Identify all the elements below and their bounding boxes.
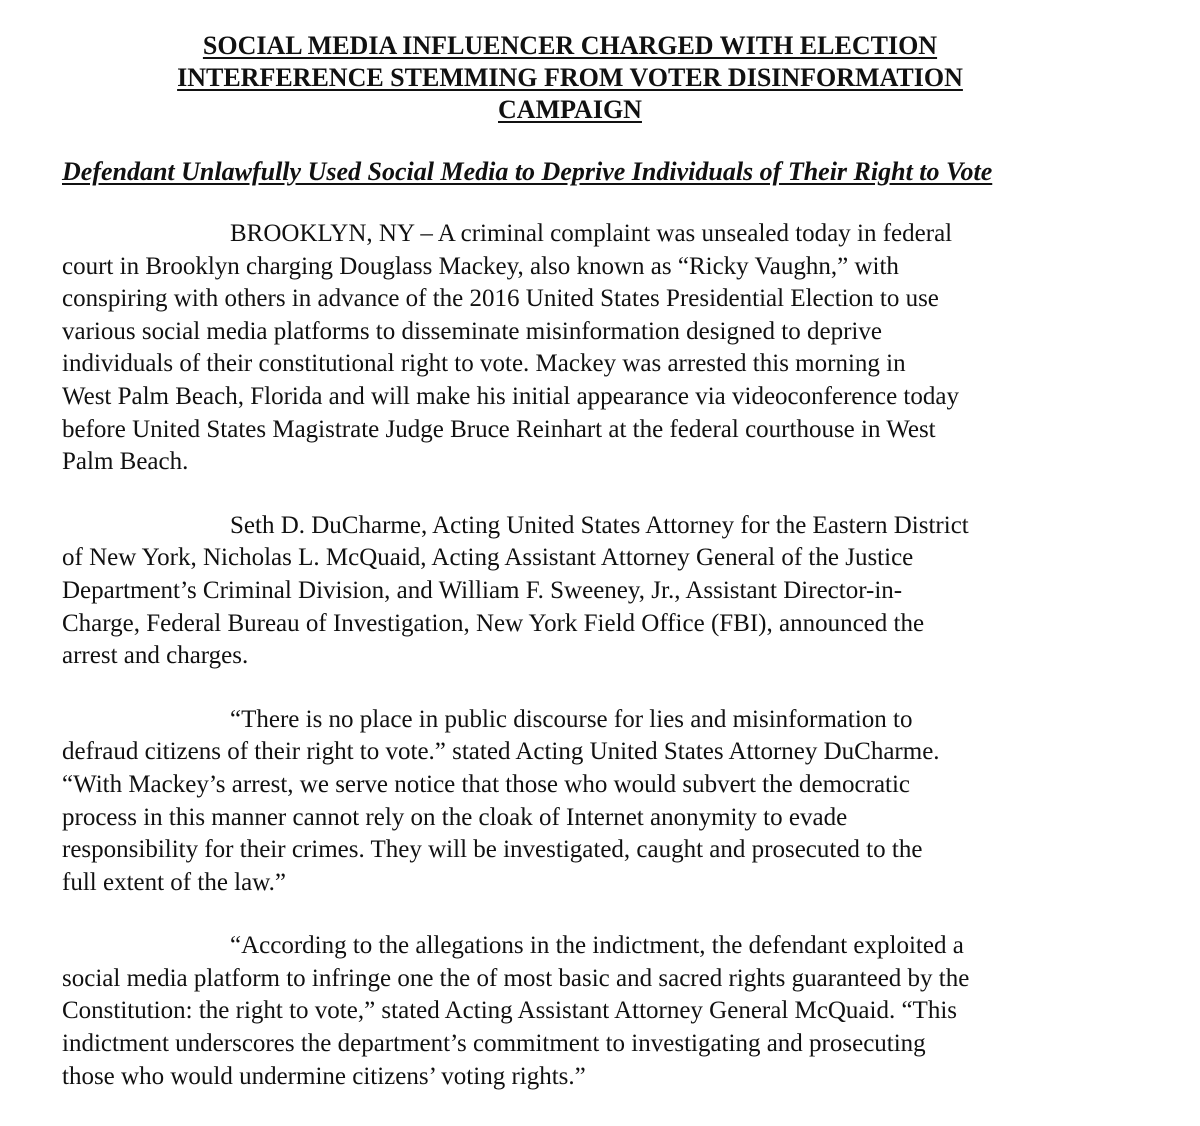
paragraph-line: conspiring with others in advance of the 2016 United States Presidential Election to use (62, 285, 939, 313)
headline-line-1: SOCIAL MEDIA INFLUENCER CHARGED WITH ELECTION (202, 31, 938, 60)
press-release-page (62, 30, 1078, 1093)
headline (62, 30, 1078, 126)
headline-line-3: CAMPAIGN (498, 95, 642, 124)
paragraph-line: BROOKLYN, NY – A criminal complaint was unsealed today in federal (230, 220, 953, 247)
paragraph-line: responsibility for their crimes. They will be investigated, caught and prosecuted to the (62, 836, 923, 864)
paragraph-line: arrest and charges. (62, 642, 249, 670)
paragraph-line: before United States Magistrate Judge Bruce Reinhart at the federal courthouse in West (62, 415, 936, 443)
paragraph-line: Seth D. DuCharme, Acting United States Attorney for the Eastern District (230, 511, 969, 539)
paragraph-line: those who would undermine citizens’ voting rights.” (62, 1062, 586, 1090)
subheadline: Defendant Unlawfully Used Social Media to Deprive Individuals of Their Right to Vote (62, 157, 993, 186)
paragraph-line: various social media platforms to disseminate misinformation designed to deprive (62, 317, 882, 345)
paragraph-line: defraud citizens of their right to vote.” stated Acting United States Attorney DuCharme. (62, 738, 940, 766)
paragraph-line: social media platform to infringe one the of most basic and sacred rights guaranteed by the (62, 964, 970, 992)
paragraph-line: indictment underscores the department’s commitment to investigating and prosecuting (62, 1030, 926, 1058)
paragraph-line: court in Brooklyn charging Douglass Mackey, also known as “Ricky Vaughn,” with (62, 252, 899, 280)
paragraph-dateline (62, 218, 1078, 479)
headline-line-2: INTERFERENCE STEMMING FROM VOTER DISINFORMATION (177, 63, 963, 92)
paragraph-line: Charge, Federal Bureau of Investigation, New York Field Office (FBI), announced the (62, 609, 925, 637)
paragraph-line: “With Mackey’s arrest, we serve notice that those who would subvert the democratic (62, 770, 911, 798)
paragraph-mcquaid-quote (62, 930, 1078, 1093)
paragraph-line: full extent of the law.” (62, 868, 286, 896)
paragraph-announcement (62, 510, 1078, 673)
paragraph-line: Department’s Criminal Division, and William F. Sweeney, Jr., Assistant Director-in- (62, 576, 903, 604)
paragraph-line: “According to the allegations in the indictment, the defendant exploited a (230, 932, 964, 960)
paragraph-line: individuals of their constitutional right to vote. Mackey was arrested this morning in (62, 350, 906, 378)
paragraph-line: West Palm Beach, Florida and will make his initial appearance via videoconference today (62, 382, 959, 410)
paragraph-line: Palm Beach. (62, 448, 189, 476)
paragraph-line: process in this manner cannot rely on the cloak of Internet anonymity to evade (62, 803, 848, 831)
paragraph-line: of New York, Nicholas L. McQuaid, Acting Assistant Attorney General of the Justice (62, 544, 914, 572)
paragraph-line: Constitution: the right to vote,” stated Acting Assistant Attorney General McQuaid. “This (62, 997, 958, 1025)
paragraph-line: “There is no place in public discourse for lies and misinformation to (230, 705, 913, 733)
paragraph-ducharme-quote (62, 704, 1078, 900)
